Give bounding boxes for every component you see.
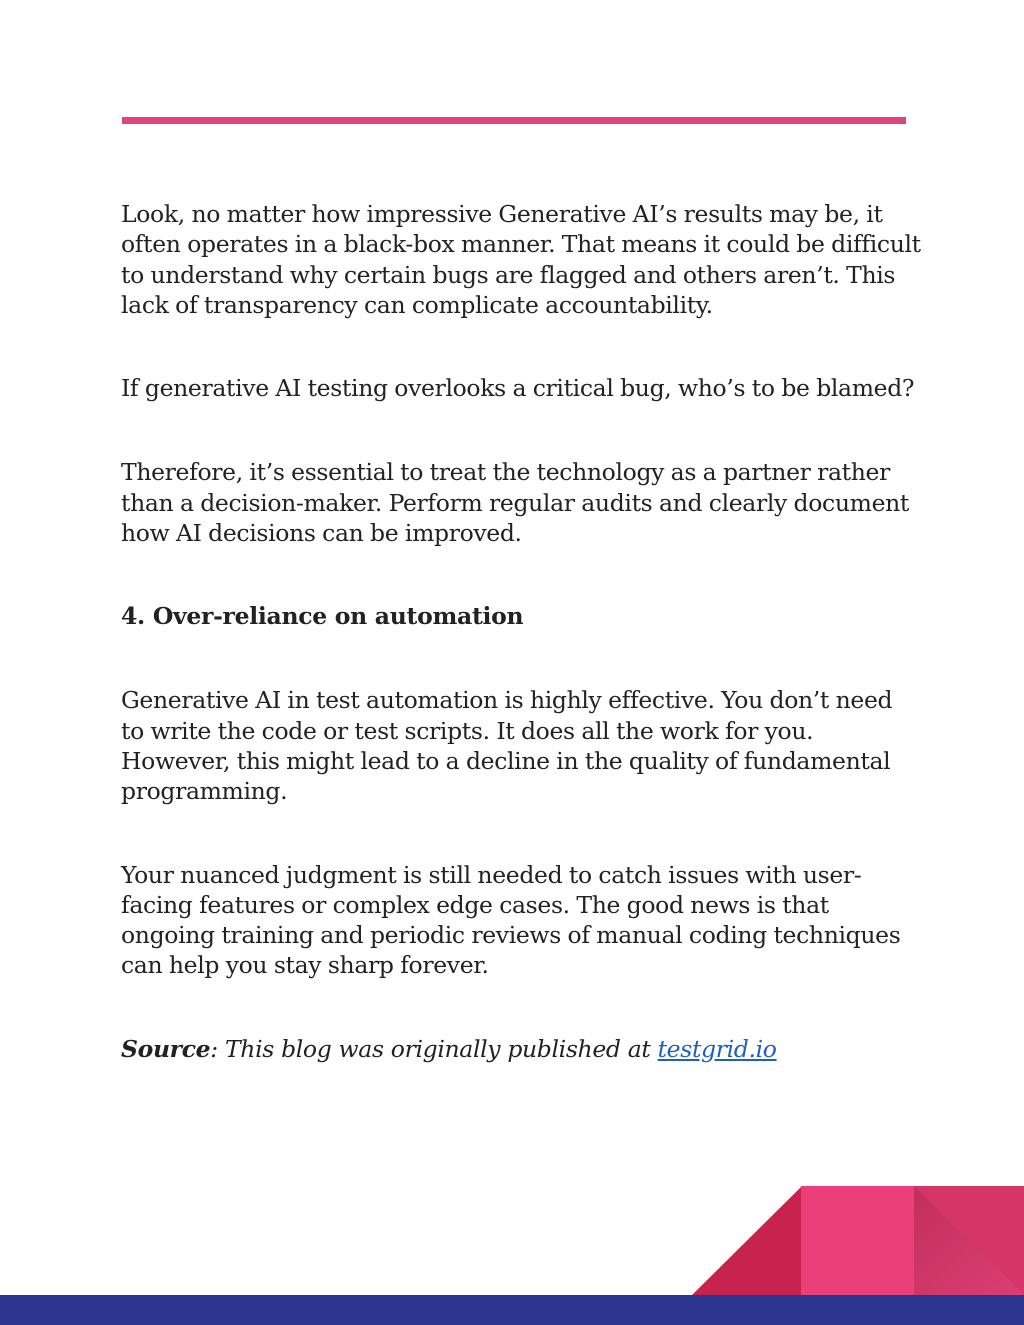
- paragraph-partner-advice: Therefore, it’s essential to treat the technology as a partner rather than a decision-maker. Perform regular audits and clearly document how AI decisions can be improved.: [121, 458, 909, 548]
- paragraph-automation-effect: Generative AI in test automation is highly effective. You don’t need to write the code or test scripts. It does all the work for you. However, this might lead to a decline in the quality of fundamental programming.: [121, 686, 893, 806]
- paragraph-blame-question: If generative AI testing overlooks a critical bug, who’s to be blamed?: [121, 374, 915, 403]
- source-link[interactable]: testgrid.io: [657, 1034, 777, 1063]
- source-text: : This blog was originally published at: [210, 1034, 658, 1063]
- corner-block-pink: [801, 1186, 915, 1295]
- footer-bar: [0, 1295, 1024, 1325]
- paragraph-black-box: Look, no matter how impressive Generative AI’s results may be, it often operates in a black-box manner. That means it could be difficult to understand why certain bugs are flagged and others aren’t. This lack of transparency can complicate accountability.: [121, 200, 921, 319]
- paragraph-nuanced-judgment: Your nuanced judgment is still needed to catch issues with user-facing features or complex edge cases. The good news is that ongoing training and periodic reviews of manual coding techniques can help you stay sharp forever.: [121, 860, 901, 980]
- source-label: Source: [121, 1034, 211, 1063]
- section-heading: 4. Over-reliance on automation: [121, 602, 524, 631]
- corner-triangle-dark: [692, 1186, 802, 1295]
